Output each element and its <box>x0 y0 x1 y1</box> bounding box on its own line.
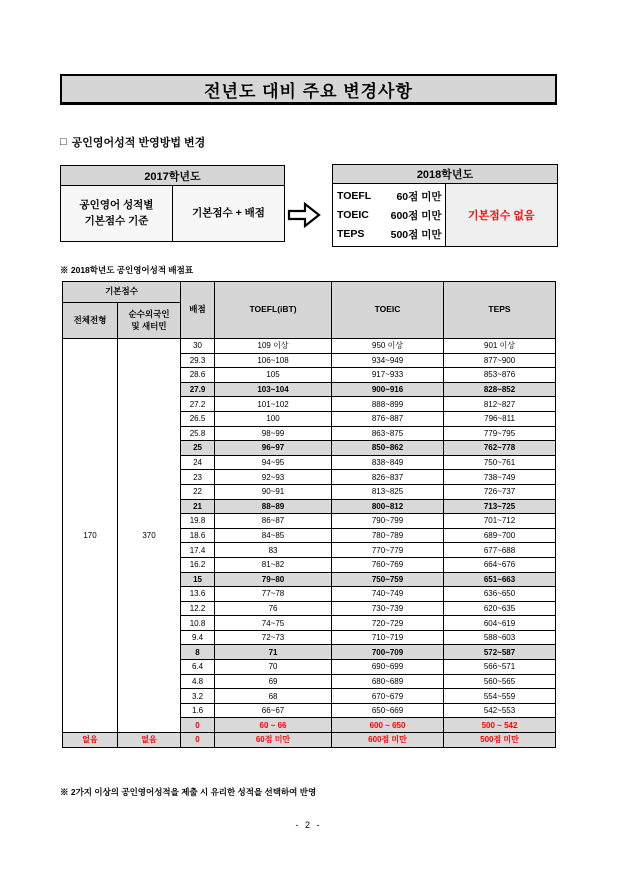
toeic-cell: 720~729 <box>332 616 444 631</box>
toeic-cell: 760~769 <box>332 557 444 572</box>
page-title <box>60 74 557 105</box>
score-cell: 0 <box>181 733 215 748</box>
square-bullet-icon: □ <box>60 136 67 148</box>
box-2017-left-line2: 기본점수 기준 <box>84 214 149 227</box>
score-cell: 1.6 <box>181 703 215 718</box>
header-base-score: 기본점수 <box>63 282 181 303</box>
base-all-cell: 170 <box>63 339 118 733</box>
toeic-cell: 838~849 <box>332 455 444 470</box>
toeic-cell: 950 이상 <box>332 339 444 354</box>
toeic-cell: 710~719 <box>332 630 444 645</box>
toeic-cell: 813~825 <box>332 484 444 499</box>
toefl-cell: 98~99 <box>215 426 332 441</box>
toeic-cell: 917~933 <box>332 368 444 383</box>
test-name: TOEIC <box>337 209 369 221</box>
toefl-cell: 69 <box>215 674 332 689</box>
toefl-cell: 70 <box>215 660 332 675</box>
base-foreign-cell: 370 <box>118 339 181 733</box>
toefl-cell: 71 <box>215 645 332 660</box>
teps-cell: 713~725 <box>444 499 556 514</box>
score-table <box>62 281 556 748</box>
score-cell: 16.2 <box>181 557 215 572</box>
toeic-cell: 900~916 <box>332 382 444 397</box>
score-cell: 4.8 <box>181 674 215 689</box>
toeic-cell: 800~812 <box>332 499 444 514</box>
teps-cell: 588~603 <box>444 630 556 645</box>
score-cell: 23 <box>181 470 215 485</box>
score-cell: 18.6 <box>181 528 215 543</box>
toeic-cell: 740~749 <box>332 587 444 602</box>
score-cell: 8 <box>181 645 215 660</box>
toefl-cell: 66~67 <box>215 703 332 718</box>
header-toefl: TOEFL(iBT) <box>215 282 332 339</box>
teps-cell: 604~619 <box>444 616 556 631</box>
score-cell: 17.4 <box>181 543 215 558</box>
box-2017-right-cell: 기본점수 + 배점 <box>173 186 285 242</box>
page-number: - 2 - <box>295 820 322 830</box>
score-cell: 30 <box>181 339 215 354</box>
comparison-box-2018 <box>332 164 558 247</box>
toeic-cell: 600점 미만 <box>332 733 444 748</box>
toefl-cell: 103~104 <box>215 382 332 397</box>
score-table-caption: ※ 2018학년도 공인영어성적 배점표 <box>60 265 194 275</box>
teps-cell: 779~795 <box>444 426 556 441</box>
page-title-text: 전년도 대비 주요 변경사항 <box>204 81 413 101</box>
teps-cell: 701~712 <box>444 514 556 529</box>
toefl-cell: 79~80 <box>215 572 332 587</box>
toeic-cell: 888~899 <box>332 397 444 412</box>
teps-cell: 677~688 <box>444 543 556 558</box>
toeic-cell: 770~779 <box>332 543 444 558</box>
score-cell: 9.4 <box>181 630 215 645</box>
teps-cell: 828~852 <box>444 382 556 397</box>
score-cell: 10.8 <box>181 616 215 631</box>
toefl-cell: 90~91 <box>215 484 332 499</box>
section-heading <box>60 134 205 150</box>
teps-cell: 762~778 <box>444 441 556 456</box>
box-2018-no-base-cell: 기본점수 없음 <box>445 184 558 247</box>
header-foreign-track: 순수외국인 및 새터민 <box>118 303 181 339</box>
teps-cell: 500 ~ 542 <box>444 718 556 733</box>
toefl-cell: 72~73 <box>215 630 332 645</box>
test-condition: 500점 미만 <box>390 228 442 241</box>
score-cell: 27.9 <box>181 382 215 397</box>
score-cell: 6.4 <box>181 660 215 675</box>
criteria-line <box>337 187 442 206</box>
test-condition: 600점 미만 <box>390 209 442 222</box>
toefl-cell: 101~102 <box>215 397 332 412</box>
toefl-cell: 100 <box>215 411 332 426</box>
header-all-track: 전체전형 <box>63 303 118 339</box>
teps-cell: 636~650 <box>444 587 556 602</box>
box-2017-left-cell <box>61 186 173 242</box>
teps-cell: 560~565 <box>444 674 556 689</box>
section-heading-text: 공인영어성적 반영방법 변경 <box>71 137 206 149</box>
toeic-cell: 700~709 <box>332 645 444 660</box>
score-cell: 22 <box>181 484 215 499</box>
teps-cell: 750~761 <box>444 455 556 470</box>
toeic-cell: 826~837 <box>332 470 444 485</box>
score-cell: 13.6 <box>181 587 215 602</box>
score-cell: 19.8 <box>181 514 215 529</box>
toefl-cell: 74~75 <box>215 616 332 631</box>
score-cell: 3.2 <box>181 689 215 704</box>
test-name: TOEFL <box>337 190 372 202</box>
teps-cell: 566~571 <box>444 660 556 675</box>
table-row-no-score <box>63 733 556 748</box>
right-arrow-icon <box>287 200 321 230</box>
toeic-cell: 934~949 <box>332 353 444 368</box>
teps-cell: 572~587 <box>444 645 556 660</box>
toefl-cell: 94~95 <box>215 455 332 470</box>
footnote: ※ 2가지 이상의 공인영어성적을 제출 시 유리한 성적을 선택하여 반영 <box>60 787 317 797</box>
teps-cell: 901 이상 <box>444 339 556 354</box>
box-2018-header: 2018학년도 <box>333 165 558 184</box>
score-cell: 25.8 <box>181 426 215 441</box>
toeic-cell: 863~875 <box>332 426 444 441</box>
base-all-cell: 없음 <box>63 733 118 748</box>
toefl-cell: 84~85 <box>215 528 332 543</box>
toefl-cell: 105 <box>215 368 332 383</box>
teps-cell: 620~635 <box>444 601 556 616</box>
toeic-cell: 670~679 <box>332 689 444 704</box>
toeic-cell: 650~669 <box>332 703 444 718</box>
toefl-cell: 76 <box>215 601 332 616</box>
toefl-cell: 92~93 <box>215 470 332 485</box>
teps-cell: 812~827 <box>444 397 556 412</box>
header-toeic: TOEIC <box>332 282 444 339</box>
base-foreign-cell: 없음 <box>118 733 181 748</box>
teps-cell: 500점 미만 <box>444 733 556 748</box>
score-cell: 15 <box>181 572 215 587</box>
toeic-cell: 680~689 <box>332 674 444 689</box>
box-2018-criteria-cell <box>333 184 446 247</box>
toeic-cell: 600 ~ 650 <box>332 718 444 733</box>
toefl-cell: 106~108 <box>215 353 332 368</box>
header-baejeom: 배점 <box>181 282 215 339</box>
teps-cell: 726~737 <box>444 484 556 499</box>
box-2017-header: 2017학년도 <box>61 166 285 186</box>
score-cell: 26.5 <box>181 411 215 426</box>
toefl-cell: 81~82 <box>215 557 332 572</box>
score-cell: 27.2 <box>181 397 215 412</box>
toeic-cell: 690~699 <box>332 660 444 675</box>
test-name: TEPS <box>337 228 365 240</box>
toefl-cell: 68 <box>215 689 332 704</box>
teps-cell: 554~559 <box>444 689 556 704</box>
teps-cell: 796~811 <box>444 411 556 426</box>
teps-cell: 689~700 <box>444 528 556 543</box>
toeic-cell: 850~862 <box>332 441 444 456</box>
table-row <box>63 339 556 354</box>
teps-cell: 853~876 <box>444 368 556 383</box>
teps-cell: 877~900 <box>444 353 556 368</box>
score-cell: 28.6 <box>181 368 215 383</box>
criteria-line <box>337 225 442 244</box>
score-cell: 21 <box>181 499 215 514</box>
toeic-cell: 750~759 <box>332 572 444 587</box>
score-cell: 25 <box>181 441 215 456</box>
toefl-cell: 88~89 <box>215 499 332 514</box>
toeic-cell: 730~739 <box>332 601 444 616</box>
toefl-cell: 96~97 <box>215 441 332 456</box>
header-teps: TEPS <box>444 282 556 339</box>
score-cell: 12.2 <box>181 601 215 616</box>
comparison-box-2017 <box>60 165 285 242</box>
toefl-cell: 60점 미만 <box>215 733 332 748</box>
toefl-cell: 83 <box>215 543 332 558</box>
toeic-cell: 876~887 <box>332 411 444 426</box>
teps-cell: 664~676 <box>444 557 556 572</box>
box-2017-left-line1: 공인영어 성적별 <box>79 199 154 212</box>
toeic-cell: 790~799 <box>332 514 444 529</box>
toefl-cell: 109 이상 <box>215 339 332 354</box>
toefl-cell: 77~78 <box>215 587 332 602</box>
score-cell: 0 <box>181 718 215 733</box>
toeic-cell: 780~789 <box>332 528 444 543</box>
test-condition: 60점 미만 <box>396 190 442 203</box>
score-cell: 29.3 <box>181 353 215 368</box>
toefl-cell: 86~87 <box>215 514 332 529</box>
score-table-header-row-1 <box>63 282 556 303</box>
teps-cell: 651~663 <box>444 572 556 587</box>
teps-cell: 542~553 <box>444 703 556 718</box>
teps-cell: 738~749 <box>444 470 556 485</box>
criteria-line <box>337 206 442 225</box>
score-cell: 24 <box>181 455 215 470</box>
toefl-cell: 60 ~ 66 <box>215 718 332 733</box>
